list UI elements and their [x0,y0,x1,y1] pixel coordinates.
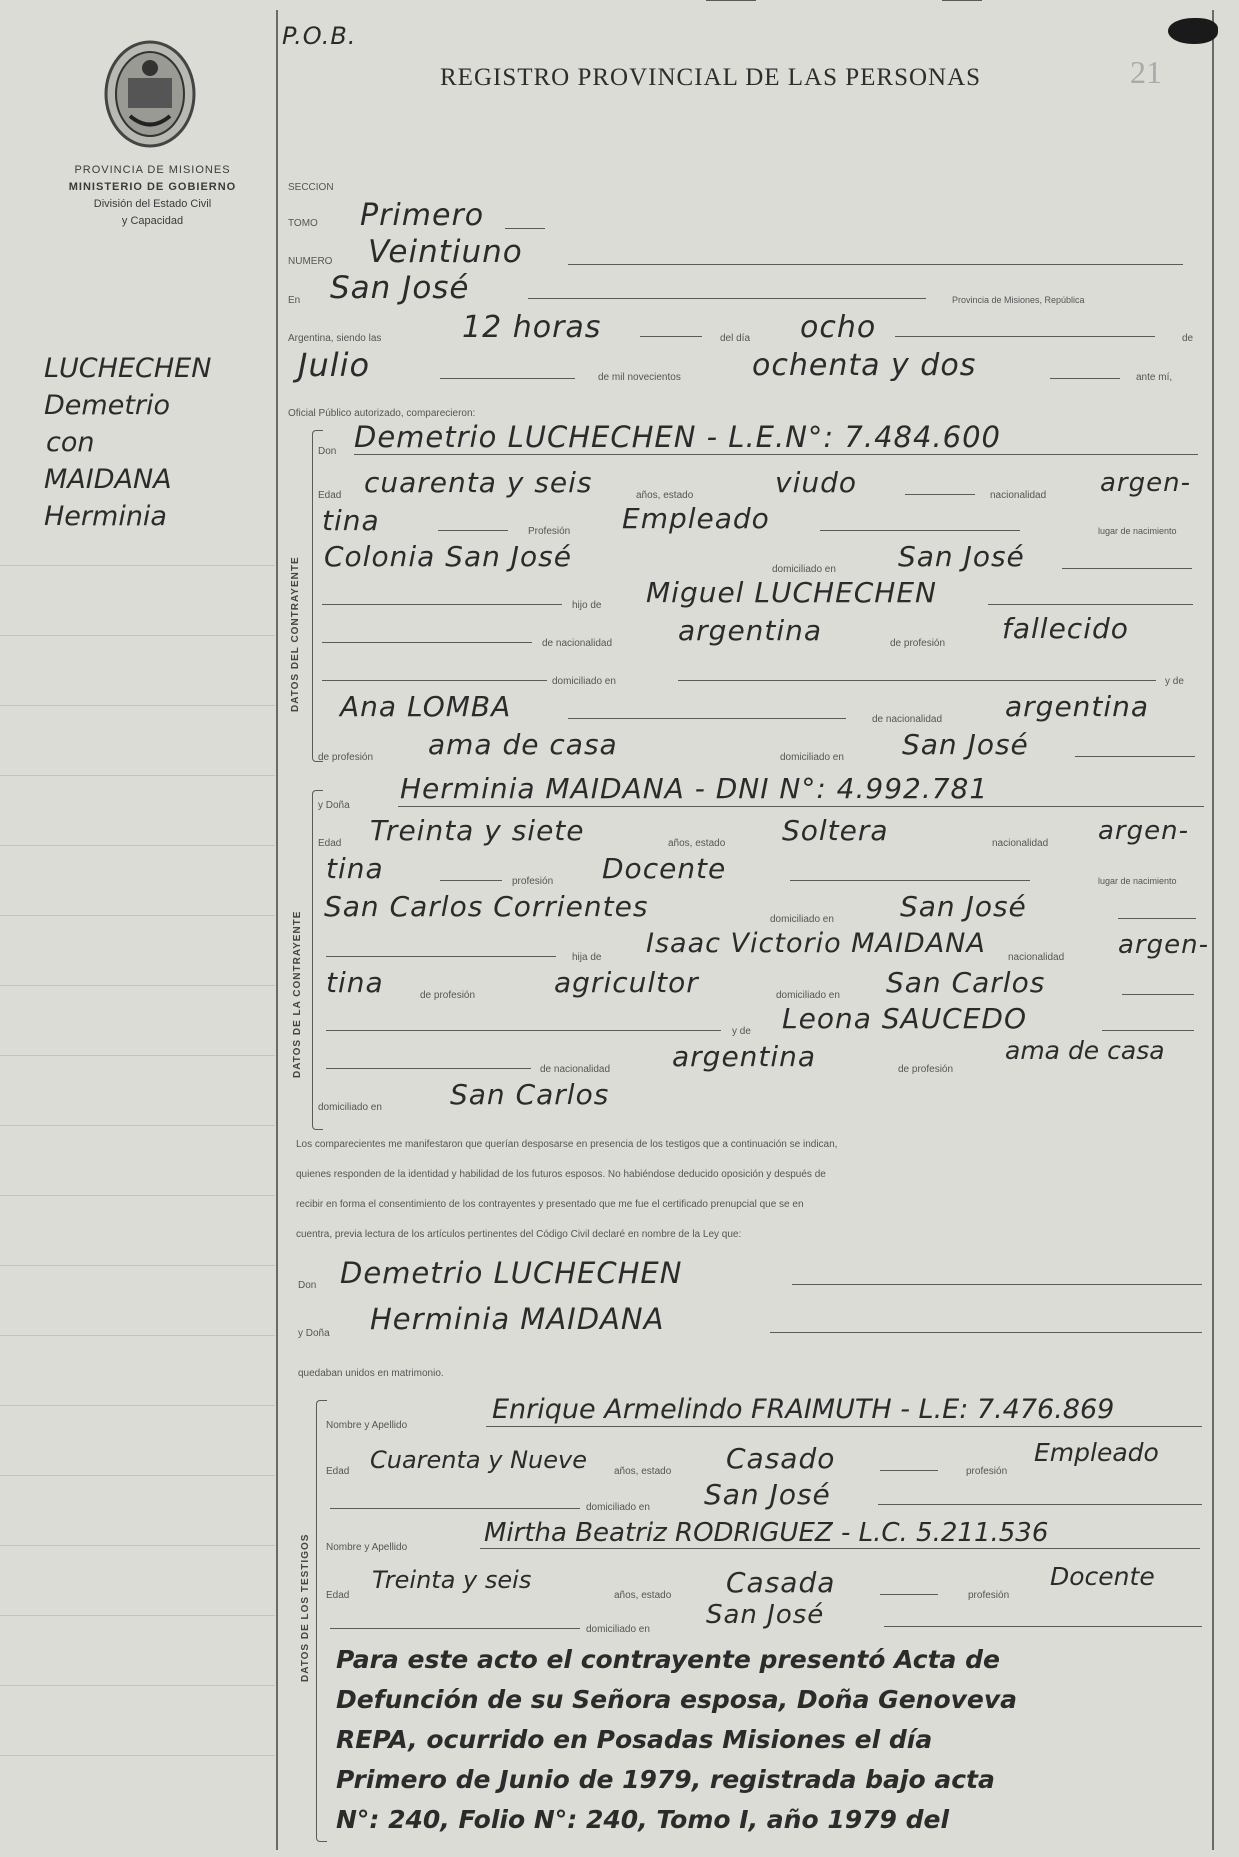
groom-lugar-nac: Colonia San José [324,540,572,573]
groom-madre-dom: San José [902,728,1029,761]
groom-nac-1: argen- [1100,468,1191,498]
rule-groom-padre [988,604,1193,605]
rule-witness2-pre-dom [330,1628,580,1629]
rule-groom-pre-nac [322,642,532,643]
rule-mes [440,378,575,379]
label-de-profesion-4: de profesión [898,1064,954,1075]
rule-groom-nac [438,530,508,531]
witness2-estado: Casada [726,1566,836,1599]
field-tomo: Primero [360,198,485,233]
right-border [1212,10,1214,1850]
field-anio: ochenta y dos [752,348,977,383]
label-en: En [288,295,301,306]
label-hijo-de: hijo de [572,600,602,611]
annotation-note [336,1640,1206,1840]
label-seccion: SECCION [288,182,334,193]
field-lugar: San José [330,270,470,306]
bride-madre-nac: argentina [672,1040,817,1073]
dona-final: Herminia MAIDANA [370,1302,665,1336]
label-domiciliado-en-5: domiciliado en [776,990,840,1001]
rule-dia [895,336,1155,337]
statement-line: Los comparecientes me manifestaron que querían desposarse en presencia de los testigos que a continuación se indican, [296,1139,838,1150]
rule-groom-padre-dom [678,680,1156,681]
label-y-dona-final: y Doña [298,1328,330,1339]
rule-groom-profesion [820,530,1020,531]
bride-nac-2: tina [326,852,384,885]
witness2-name: Mirtha Beatriz RODRIGUEZ - L.C. 5.211.536 [484,1518,1049,1548]
label-edad-w1: Edad [326,1466,350,1477]
page-number: 21 [1130,54,1162,90]
label-de-profesion-2: de profesión [318,752,374,763]
groom-padre-prof: fallecido [1002,612,1129,645]
issuer-division: División del Estado Civil [93,198,212,210]
label-datos-contrayente: DATOS DEL CONTRAYENTE [290,556,301,712]
rule-groom-madre-prof [706,0,756,1]
label-profesion-w1: profesión [966,1466,1008,1477]
note-line: Defunción de su Señora esposa, Doña Genoveva [336,1685,1018,1714]
witness2-profesion: Docente [1050,1562,1155,1591]
margin-note-line: Herminia [44,501,167,532]
rule-numero [568,264,1183,265]
label-edad-2: Edad [318,838,342,849]
bride-padre-prof: agricultor [554,966,699,999]
margin-note-line: Demetrio [44,390,171,421]
bride-padre: Isaac Victorio MAIDANA [646,928,986,959]
label-del-dia: del día [720,333,751,344]
groom-madre: Ana LOMBA [340,690,512,723]
label-de-mil: de mil novecientos [598,372,681,383]
note-line: REPA, ocurrido en Posadas Misiones el día [336,1725,933,1754]
label-tomo: TOMO [288,218,318,229]
label-nombre-apellido-2: Nombre y Apellido [326,1542,408,1553]
label-quedaban-unidos: quedaban unidos en matrimonio. [298,1368,444,1379]
label-don-final: Don [298,1280,317,1291]
rule-tomo [505,228,545,229]
rule-bride-domicilio [1118,918,1196,919]
groom-name: Demetrio LUCHECHEN - L.E.N°: 7.484.600 [354,420,1001,454]
note-line: N°: 240, Folio N°: 240, Tomo I, año 1979 del [336,1805,950,1834]
bride-madre-prof: ama de casa [1005,1036,1165,1065]
label-nacionalidad: nacionalidad [990,490,1047,501]
label-datos-testigos: DATOS DE LOS TESTIGOS [300,1533,311,1682]
bride-name: Herminia MAIDANA - DNI N°: 4.992.781 [400,772,989,805]
rule-don-final [792,1284,1202,1285]
label-domiciliado-en-3: domiciliado en [780,752,844,763]
rule-groom-madre-dom [1075,756,1195,757]
label-hija-de: hija de [572,952,602,963]
label-ante-mi: ante mí, [1136,372,1173,383]
bride-estado: Soltera [782,814,889,847]
margin-note [44,350,211,535]
margin-note-line: con [46,427,95,458]
provincial-seal-icon [100,38,200,150]
field-mes: Julio [298,346,371,384]
label-domiciliado-en-2: domiciliado en [552,676,616,687]
bride-domicilio: San José [900,890,1027,923]
label-de-profesion: de profesión [890,638,946,649]
label-domiciliado-w2: domiciliado en [586,1624,650,1635]
statement-line: quienes responden de la identidad y habilidad de los futuros esposos. No habiéndose deducido oposición y después de [296,1169,826,1180]
label-y-de-2: y de [732,1026,751,1037]
rule-bride-padre-dom [1122,994,1194,995]
groom-padre: Miguel LUCHECHEN [646,576,937,609]
rule-witness1-dom [878,1504,1202,1505]
witness1-edad: Cuarenta y Nueve [370,1446,587,1474]
label-y-de: y de [1165,676,1184,687]
label-oficial: Oficial Público autorizado, comparecieron: [288,408,476,419]
label-nacionalidad-2: nacionalidad [992,838,1049,849]
rule-bride-estado [942,0,982,1]
bride-padre-nac: argen- [1118,930,1209,960]
issuer-province: PROVINCIA DE MISIONES [74,164,231,176]
label-de-nacionalidad-3: de nacionalidad [540,1064,611,1075]
bride-padre-nac-2: tina [326,966,384,999]
label-anos-estado-w2: años, estado [614,1590,672,1601]
label-anos-estado: años, estado [636,490,694,501]
witness1-domicilio: San José [704,1478,831,1511]
groom-edad: cuarenta y seis [364,466,593,499]
rule-groom-madre [568,718,846,719]
label-de: de [1182,333,1194,344]
statement-line: recibir en forma el consentimiento de los contrayentes y presentado que me fue el certificado prenupcial que se en [296,1199,804,1210]
rule-bride-nac [440,880,502,881]
groom-madre-nac: argentina [1005,690,1150,723]
corner-note: P.O.B. [282,22,357,50]
rule-witness2-name [480,1548,1200,1549]
rule-horas [640,336,702,337]
groom-madre-prof: ama de casa [428,728,618,761]
bride-profesion: Docente [602,852,727,885]
issuer-division-2: y Capacidad [121,215,184,227]
label-y-dona: y Doña [318,800,350,811]
label-edad-w2: Edad [326,1590,350,1601]
label-don: Don [318,446,337,457]
groom-bracket [312,430,323,762]
witness2-edad: Treinta y seis [372,1566,532,1594]
label-domiciliada-en: domiciliado en [318,1102,382,1113]
groom-padre-nac: argentina [678,614,823,647]
label-datos-contrayenta: DATOS DE LA CONTRAYENTE [292,910,303,1078]
witness2-domicilio: San José [706,1600,825,1630]
label-nacionalidad-3: nacionalidad [1008,952,1065,963]
label-profesion: Profesión [528,526,571,537]
label-argentina-siendo: Argentina, siendo las [288,333,382,344]
bride-lugar-nac: San Carlos Corrientes [324,890,649,923]
margin-note-line: LUCHECHEN [44,353,212,384]
don-final: Demetrio LUCHECHEN [340,1256,683,1290]
label-domiciliado-en-4: domiciliado en [770,914,834,925]
page-title: REGISTRO PROVINCIAL DE LAS PERSONAS [440,64,982,91]
bride-madre: Leona SAUCEDO [782,1002,1028,1035]
label-de-nacionalidad: de nacionalidad [542,638,613,649]
bride-madre-dom: San Carlos [450,1078,610,1111]
issuer-ministry: MINISTERIO DE GOBIERNO [68,181,237,193]
statement-line: cuentra, previa lectura de los artículos pertinentes del Código Civil declaré en nombre de la Ley que: [296,1229,742,1240]
bride-edad: Treinta y siete [370,814,585,847]
rule-groom-pre-hijo [322,604,562,605]
legal-statement [296,1130,1206,1250]
field-numero: Veintiuno [368,234,523,270]
label-domiciliado-en: domiciliado en [772,564,836,575]
bride-padre-dom: San Carlos [886,966,1046,999]
label-de-nacionalidad-2: de nacionalidad [872,714,943,725]
rule-witness2-estado [880,1594,938,1595]
rule-groom-domicilio [1062,568,1192,569]
rule-lugar [528,298,926,299]
rule-bride-pre-hija [326,956,556,957]
rule-groom-estado [905,494,975,495]
margin-note-line: MAIDANA [44,464,172,495]
label-de-profesion-3: de profesión [420,990,476,1001]
groom-domicilio: San José [898,540,1025,573]
label-profesion-2: profesión [512,876,554,887]
rule-witness2-dom [884,1626,1202,1627]
rule-dona-final [770,1332,1202,1333]
issuer-block [40,162,265,230]
label-anos-estado-2: años, estado [668,838,726,849]
label-numero: NUMERO [288,256,333,267]
label-anos-estado-w1: años, estado [614,1466,672,1477]
witness1-name: Enrique Armelindo FRAIMUTH - L.E: 7.476.869 [492,1394,1115,1425]
field-dia: ocho [800,310,877,345]
rule-anio [1050,378,1120,379]
rule-witness1-pre-dom [330,1508,580,1509]
rule-bride-madre [1102,1030,1194,1031]
groom-profesion: Empleado [622,502,770,535]
label-nombre-apellido-1: Nombre y Apellido [326,1420,408,1431]
label-lugar-nac-2: lugar de nacimiento [1098,876,1177,886]
note-line: Para este acto el contrayente presentó Acta de [336,1645,1000,1674]
rule-witness1-name [486,1426,1202,1427]
label-profesion-w2: profesión [968,1590,1010,1601]
label-lugar-nac: lugar de nacimiento [1098,526,1177,536]
ink-mark [1168,18,1218,44]
groom-estado: viudo [775,466,857,499]
witness1-estado: Casado [726,1442,836,1475]
note-line: Primero de Junio de 1979, registrada bajo acta [336,1765,995,1794]
rule-witness1-estado [880,1470,938,1471]
label-provincia: Provincia de Misiones, República [952,295,1085,305]
field-horas: 12 horas [462,310,602,345]
rule-bride-pre-madre [326,1030,721,1031]
rule-bride-profesion [790,880,1030,881]
groom-nac-2: tina [322,504,380,537]
margin-divider [276,10,278,1850]
rule-bride-pre-madre-nac [326,1068,531,1069]
witness1-profesion: Empleado [1034,1438,1159,1467]
label-edad: Edad [318,490,342,501]
rule-groom-name [354,454,1198,455]
rule-groom-pre-dom [322,680,547,681]
label-domiciliado-w1: domiciliado en [586,1502,650,1513]
rule-bride-name [398,806,1204,807]
bride-nac-1: argen- [1098,816,1189,846]
